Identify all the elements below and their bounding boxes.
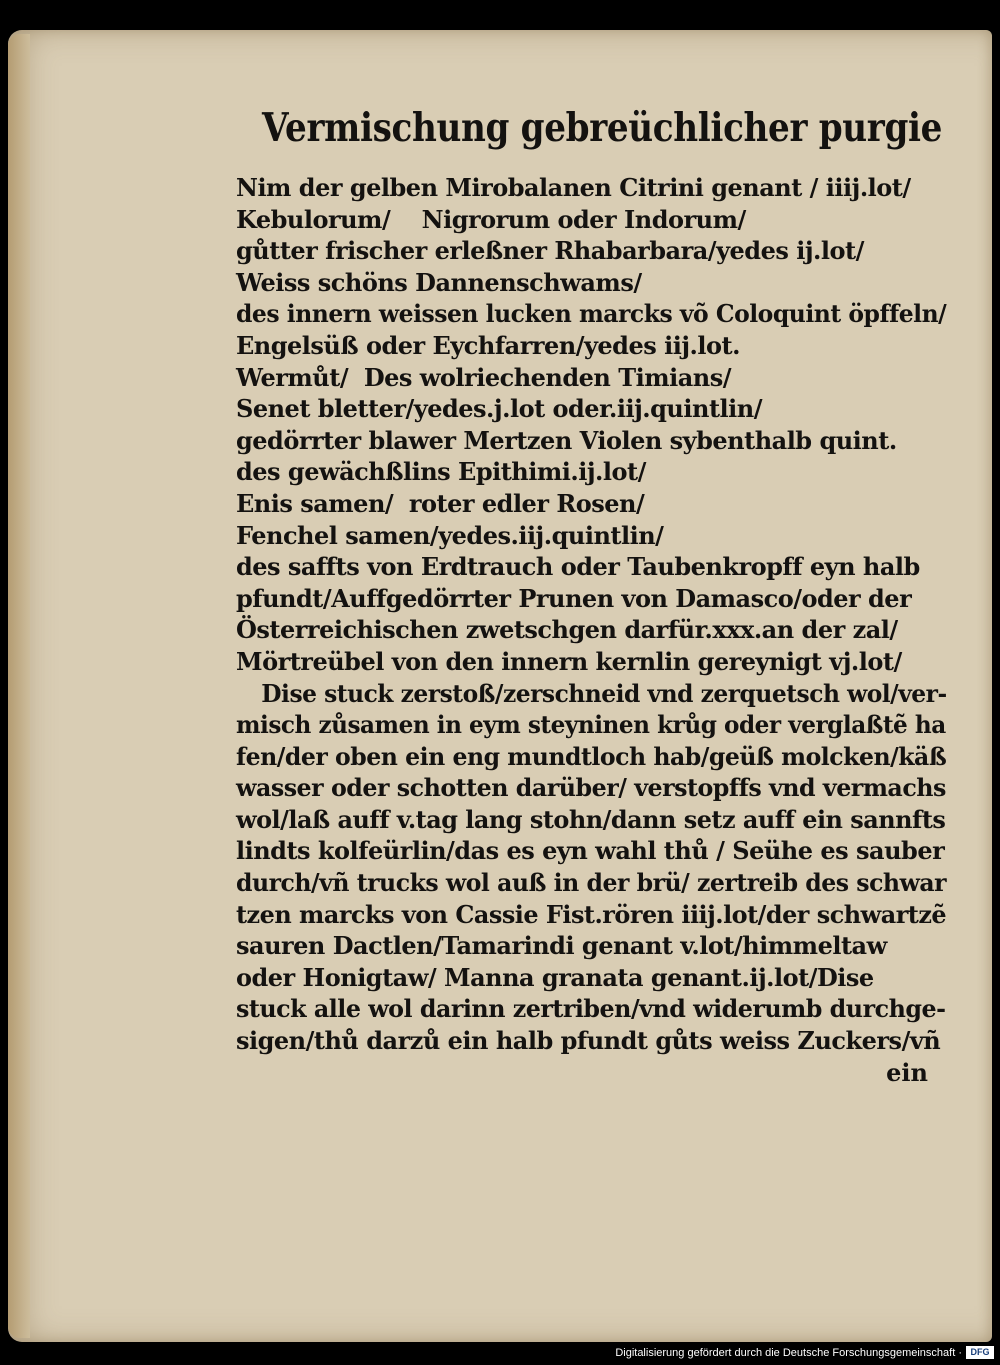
recipe-line: Kebulorum/ Nigrorum oder Indorum/ (236, 204, 746, 234)
recipe-line: gedörrter blawer Mertzen Violen sybenthalb quint. (236, 425, 897, 455)
paragraph-line: wol/laß auff v.tag lang stohn/dann setz auff ein sannfts (236, 804, 946, 834)
recipe-line: Mörtreübel von den innern kernlin gereynigt vj.lot/ (236, 646, 902, 676)
paragraph-line: misch zůsamen in eym steyninen krůg oder verglaßtẽ ha (236, 710, 946, 740)
recipe-line: des saffts von Erdtrauch oder Taubenkropff eyn halb (236, 552, 920, 582)
paragraph-line: tzen marcks von Cassie Fist.rören iiij.lot/der schwartzẽ (236, 899, 947, 929)
recipe-line: pfundt/Auffgedörrter Prunen von Damasco/oder der (236, 583, 912, 613)
catchword: ein (886, 1057, 928, 1087)
page-text (236, 92, 946, 1088)
paragraph-line: oder Honigtaw/ Manna granata genant.ij.lot/Dise (236, 962, 874, 992)
instruction-paragraph (236, 678, 946, 1057)
digitization-credit: Digitalisierung gefördert durch die Deutsche Forschungsgemeinschaft · (615, 1347, 962, 1359)
paragraph-line: Dise stuck zerstoß/zerschneid vnd zerquetsch wol/ver- (261, 678, 947, 708)
paragraph-line: sauren Dactlen/Tamarindi genant v.lot/himmeltaw (236, 931, 887, 961)
recipe-list (236, 172, 946, 678)
recipe-line: Weiss schöns Dannenschwams/ (236, 267, 642, 297)
recipe-line: Senet bletter/yedes.j.lot oder.iij.quintlin/ (236, 394, 762, 424)
recipe-line: Enis samen/ roter edler Rosen/ (236, 488, 645, 518)
dfg-logo: DFG (966, 1346, 994, 1359)
recipe-line: gůtter frischer erleßner Rhabarbara/yedes ij.lot/ (236, 236, 864, 266)
recipe-line: des gewächßlins Epithimi.ij.lot/ (236, 457, 646, 487)
recipe-line: Österreichischen zwetschgen darfür.xxx.an der zal/ (236, 615, 898, 645)
recipe-line: des innern weissen lucken marcks võ Coloquint öpffeln/ (236, 299, 947, 329)
paragraph-line: stuck alle wol darinn zertriben/vnd widerumb durchge- (236, 994, 946, 1024)
recipe-line: Wermůt/ Des wolriechenden Timians/ (236, 362, 731, 392)
running-head: Vermischung gebreüchlicher purgie (262, 105, 943, 151)
paragraph-line: durch/vñ trucks wol auß in der brü/ zertreib des schwar (236, 868, 947, 898)
paragraph-line: wasser oder schotten darüber/ verstopffs vnd vermachs (236, 773, 946, 803)
paragraph-line: fen/der oben ein eng mundtloch hab/geüß molcken/käß (236, 741, 947, 771)
paragraph-line: lindts kolfeürlin/das es eyn wahl thů / Seühe es sauber (236, 836, 945, 866)
recipe-line: Nim der gelben Mirobalanen Citrini genant / iiij.lot/ (236, 173, 911, 202)
recipe-line: Fenchel samen/yedes.iij.quintlin/ (236, 520, 664, 550)
recipe-line: Engelsüß oder Eychfarren/yedes iij.lot. (236, 330, 740, 360)
page-edge (8, 34, 30, 1338)
paragraph-line: sigen/thů darzů ein halb pfundt gůts weiss Zuckers/vñ (236, 1026, 941, 1056)
